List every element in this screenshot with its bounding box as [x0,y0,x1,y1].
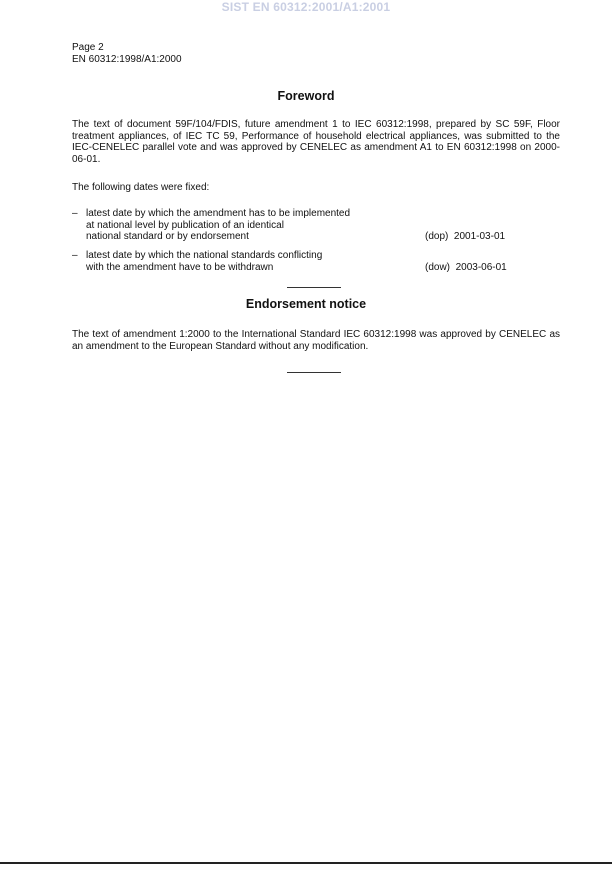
date-code-dow [425,262,507,274]
date-value: 2001-03-01 [453,231,506,243]
page-bottom-border [0,862,612,864]
date-code-label: (dow) [425,261,451,273]
date-item-text [86,250,386,273]
date-item-dop [72,208,508,244]
date-item-line: with the amendment have to be withdrawn [86,261,274,273]
date-item-dow [72,250,508,274]
date-item-line: latest date by which the amendment has to be implemented [86,208,351,219]
endorsement-paragraph: The text of amendment 1:2000 to the International Standard IEC 60312:1998 was approved by CENELEC as an amendment to the European Standard without any modification. [72,329,560,352]
end-divider [287,372,341,373]
dash-bullet: – [72,250,78,261]
foreword-heading: Foreword [277,89,335,103]
dash-bullet: – [72,208,78,219]
date-item-text [86,208,386,243]
foreword-paragraph: The text of document 59F/104/FDIS, future amendment 1 to IEC 60312:1998, prepared by SC 59F, Floor treatment appliances, of IEC TC 59, Performance of household electrical appliances, was submitted to the IEC-CENELEC parallel vote and was approved by CENELEC as amendment A1 to EN 60312:1998 on 2000-06-01. [72,119,560,165]
date-code-label: (dop) [425,231,449,243]
watermark-text: SIST EN 60312:2001/A1:2001 [221,0,391,14]
endorsement-heading: Endorsement notice [245,297,367,311]
date-value: 2003-06-01 [455,261,507,273]
document-id: EN 60312:1998/A1:2000 [72,54,182,65]
date-item-line: latest date by which the national standards conflicting [86,250,323,261]
date-item-line: national standard or by endorsement [86,231,249,243]
section-divider [287,287,341,288]
date-code-dop [425,231,505,243]
date-item-line: at national level by publication of an identical [86,219,284,231]
page-number: Page 2 [72,42,104,53]
dates-intro: The following dates were fixed: [72,182,210,193]
